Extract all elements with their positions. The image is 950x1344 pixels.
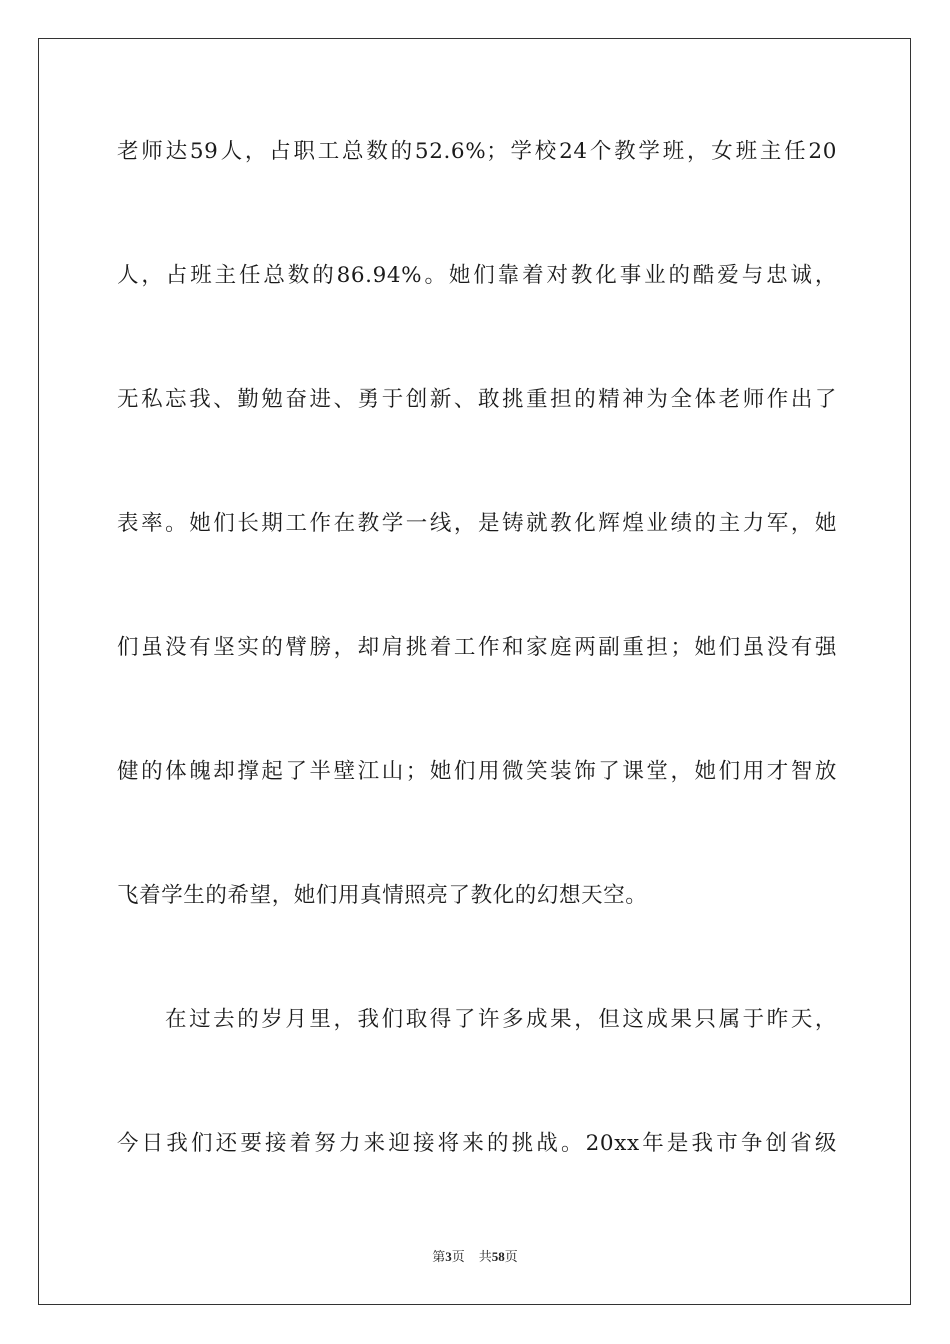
total-pages: 58 (491, 1249, 505, 1264)
page-number: 3 (445, 1249, 452, 1264)
body-text-line-9: 今日我们还要接着努力来迎接将来的挑战。20xx年是我市争创省级 (117, 1131, 837, 1156)
page-border (38, 38, 911, 1305)
body-text-line-6: 健的体魄却撑起了半壁江山；她们用微笑装饰了课堂，她们用才智放 (117, 759, 837, 784)
body-text-line-8: 在过去的岁月里，我们取得了许多成果，但这成果只属于昨天， (165, 1007, 837, 1032)
body-text-line-1: 老师达59人，占职工总数的52.6%；学校24个教学班，女班主任20 (117, 139, 837, 164)
body-text-line-3: 无私忘我、勤勉奋进、勇于创新、敢挑重担的精神为全体老师作出了 (117, 387, 837, 412)
body-text-line-2: 人，占班主任总数的86.94%。她们靠着对教化事业的酷爱与忠诚， (117, 263, 837, 288)
total-prefix: 共 (478, 1249, 492, 1264)
body-text-line-5: 们虽没有坚实的臂膀，却肩挑着工作和家庭两副重担；她们虽没有强 (117, 635, 837, 660)
body-text-line-4: 表率。她们长期工作在教学一线，是铸就教化辉煌业绩的主力军，她 (117, 511, 837, 536)
page-suffix: 页 (451, 1249, 465, 1264)
total-suffix: 页 (504, 1249, 518, 1264)
page-prefix: 第 (432, 1249, 446, 1264)
body-text-line-7: 飞着学生的希望，她们用真情照亮了教化的幻想天空。 (117, 883, 648, 908)
page-footer (0, 1246, 950, 1265)
